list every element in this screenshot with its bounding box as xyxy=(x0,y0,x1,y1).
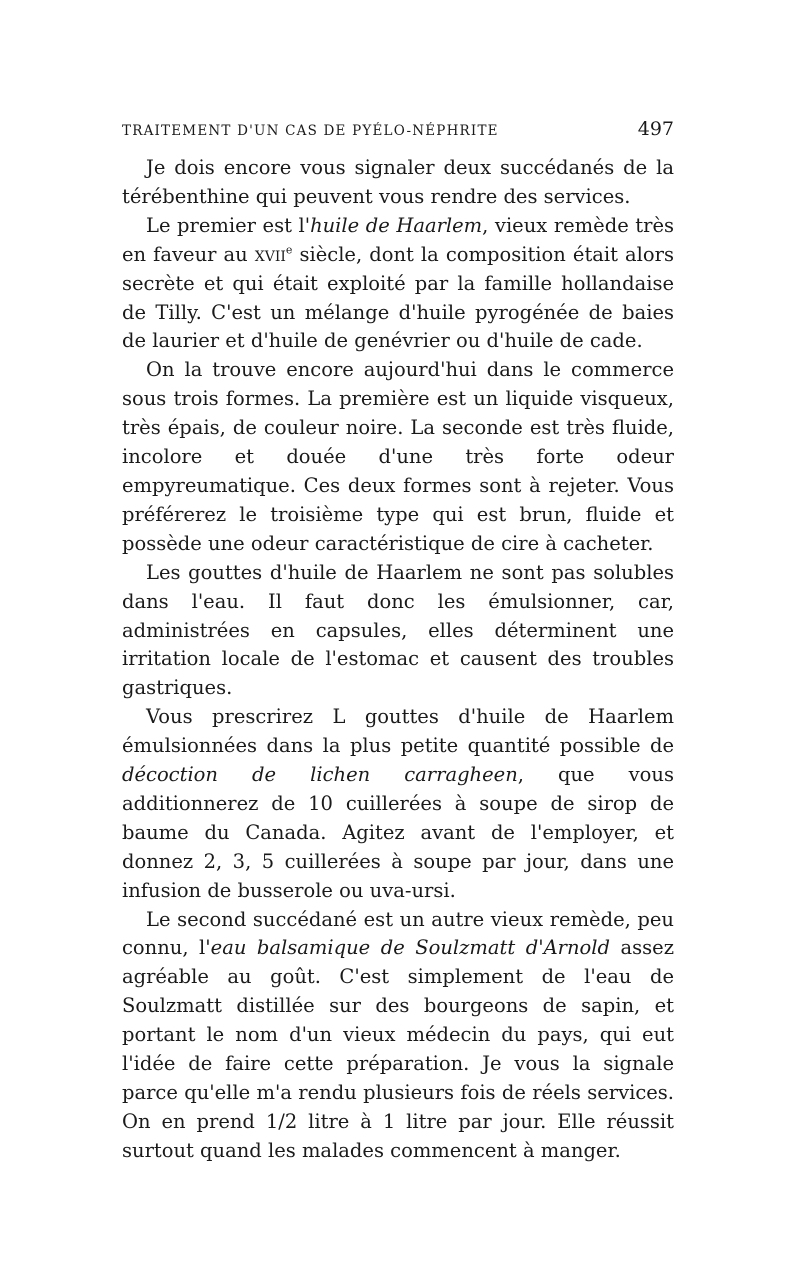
text-run: , que vous additionnerez de 10 cuillerées à soupe de sirop de baume du Canada. Agitez avant de l'employer, et donnez 2, 3, 5 cuillerées à soupe par jour, dans une infusion de busserole ou uva-ursi. xyxy=(122,763,674,902)
italic-term: huile de Haarlem xyxy=(310,213,483,237)
paragraph-4: Les gouttes d'huile de Haarlem ne sont pas solubles dans l'eau. Il faut donc les émulsionner, car, administrées en capsules, elles déterminent une irritation locale de l'estomac et causent des troubles gastriques. xyxy=(122,560,674,700)
text-run: assez agréable au goût. C'est simplement de l'eau de Soulzmatt distillée sur des bourgeons de sapin, et portant le nom d'un vieux médecin du pays, qui eut l'idée de faire cette préparation. Je vous la signale parce qu'elle m'a rendu plusieurs fois de réels services. On en prend 1/2 litre à 1 litre par jour. Elle réussit surtout quand les malades commencent à manger. xyxy=(122,936,674,1162)
superscript: e xyxy=(285,243,293,257)
running-head xyxy=(122,118,674,140)
paragraph-1: Je dois encore vous signaler deux succédanés de la térébenthine qui peuvent vous rendre des services. xyxy=(122,156,674,208)
running-title: TRAITEMENT D'UN CAS DE PYÉLO-NÉPHRITE xyxy=(122,123,499,139)
paragraph-6 xyxy=(122,906,674,1166)
text-run: siècle, dont la composition était alors secrète et qui était exploité par la famille hollandaise de Tilly. C'est un mélange d'huile pyrogénée de baies de laurier et d'huile de genévrier ou d'huile de cade. xyxy=(122,242,674,353)
book-page xyxy=(122,118,674,1166)
page-number: 497 xyxy=(637,118,674,140)
text-run: Vous prescrirez L gouttes d'huile de Haarlem émulsionnées dans la plus petite quantité possible de xyxy=(122,705,674,758)
text-run: , vieux remède très en faveur au xyxy=(122,213,674,266)
paragraph-3: On la trouve encore aujourd'hui dans le commerce sous trois formes. La première est un liquide visqueux, très épais, de couleur noire. La seconde est très fluide, incolore et douée d'une très forte odeur empyreumatique. Ces deux formes sont à rejeter. Vous préférerez le troisième type qui est brun, fluide et possède une odeur caractéristique de cire à cacheter. xyxy=(122,358,674,555)
century-numeral: xvii xyxy=(254,242,286,266)
paragraph-5 xyxy=(122,703,674,905)
italic-term: décoction de lichen carragheen xyxy=(122,763,518,787)
text-run: Le second succédané est un autre vieux remède, peu connu, l' xyxy=(122,907,674,960)
italic-term: eau balsamique de Soulzmatt d'Arnold xyxy=(210,936,610,960)
paragraph-2 xyxy=(122,212,674,357)
text-run: Le premier est l' xyxy=(146,213,311,237)
